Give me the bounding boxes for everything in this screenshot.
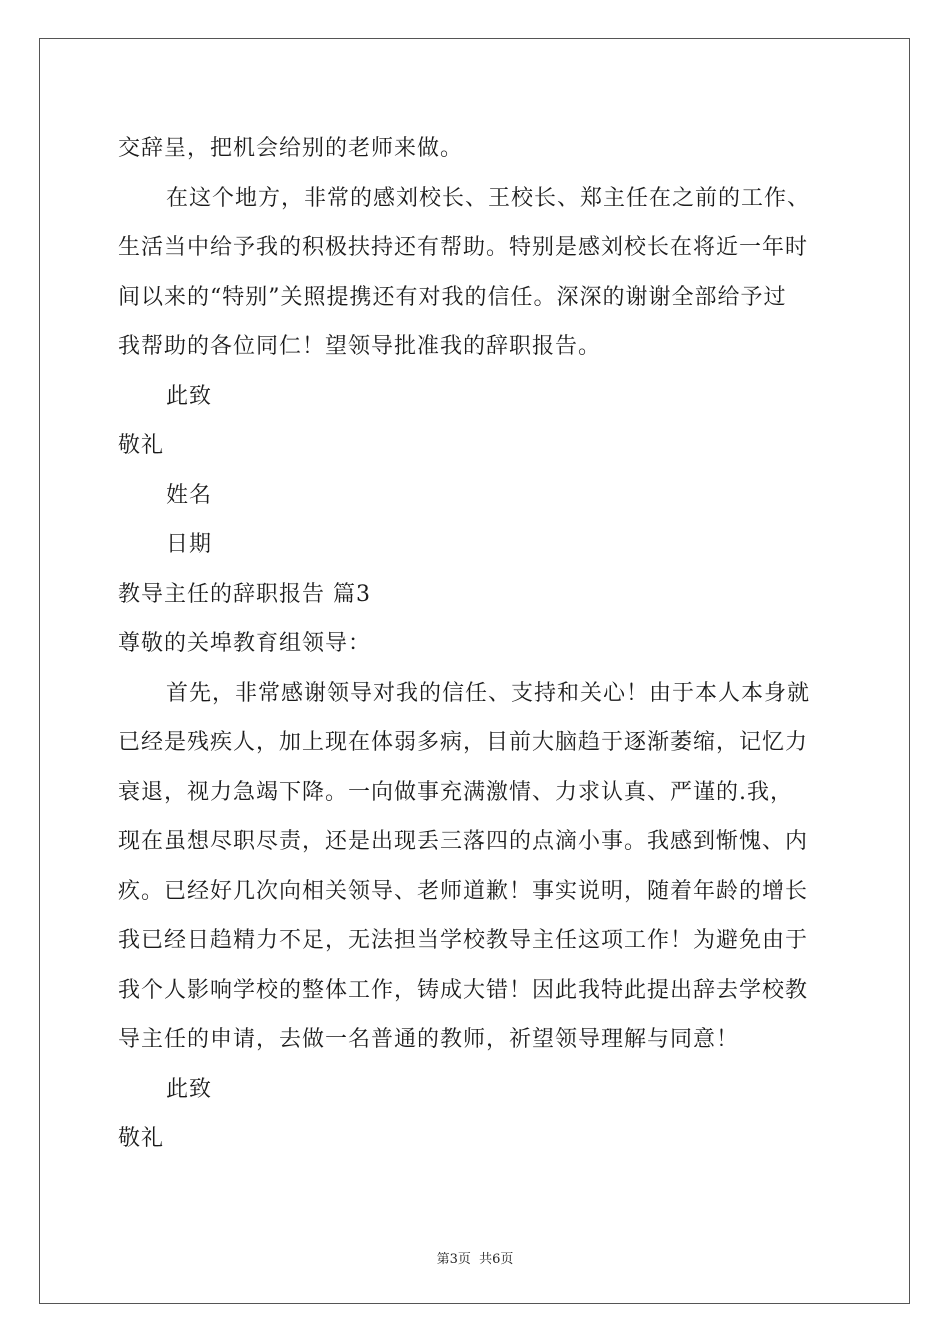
text-line: 我已经日趋精力不足，无法担当学校教导主任这项工作！为避免由于: [118, 928, 809, 953]
page-number: 第3页: [436, 1252, 471, 1267]
text-line: 我个人影响学校的整体工作，铸成大错！因此我特此提出辞去学校教: [118, 977, 809, 1003]
text-line: 已经是残疾人，加上现在体弱多病，目前大脑趋于逐渐萎缩，记忆力: [118, 730, 809, 755]
signature-date: 日期: [166, 532, 213, 557]
closing-regards: 敬礼: [118, 1126, 165, 1151]
greeting: 尊敬的关埠教育组领导：: [118, 631, 372, 656]
signature-name: 姓名: [166, 482, 213, 508]
closing-regards: 敬礼: [118, 433, 165, 458]
text-line: 现在虽想尽职尽责，还是出现丢三落四的点滴小事。我感到惭愧、内: [118, 829, 809, 854]
text-line: 在这个地方，非常的感刘校长、王校长、郑主任在之前的工作、: [166, 185, 811, 211]
text-line: 生活当中给予我的积极扶持还有帮助。特别是感刘校长在将近一年时: [118, 235, 809, 260]
text-line: 交辞呈，把机会给别的老师来做。: [118, 136, 464, 161]
document-body: [118, 124, 838, 1164]
closing-salutation: 此致: [166, 383, 213, 409]
page-footer: [0, 1248, 950, 1267]
text-line: 首先，非常感谢领导对我的信任、支持和关心！由于本人本身就: [166, 680, 811, 706]
section-title: 教导主任的辞职报告 篇3: [118, 581, 371, 607]
text-line: 我帮助的各位同仁！望领导批准我的辞职报告。: [118, 334, 602, 359]
text-line: 间以来的“特别”关照提携还有对我的信任。深深的谢谢全部给予过: [118, 284, 787, 310]
text-line: 导主任的申请，去做一名普通的教师，祈望领导理解与同意！: [118, 1027, 740, 1052]
text-line: 疚。已经好几次向相关领导、老师道歉！事实说明，随着年龄的增长: [118, 878, 809, 904]
closing-salutation: 此致: [166, 1076, 213, 1102]
text-line: 衰退，视力急竭下降。一向做事充满激情、力求认真、严谨的.我，: [118, 779, 793, 805]
page-total: 共6页: [479, 1252, 514, 1267]
